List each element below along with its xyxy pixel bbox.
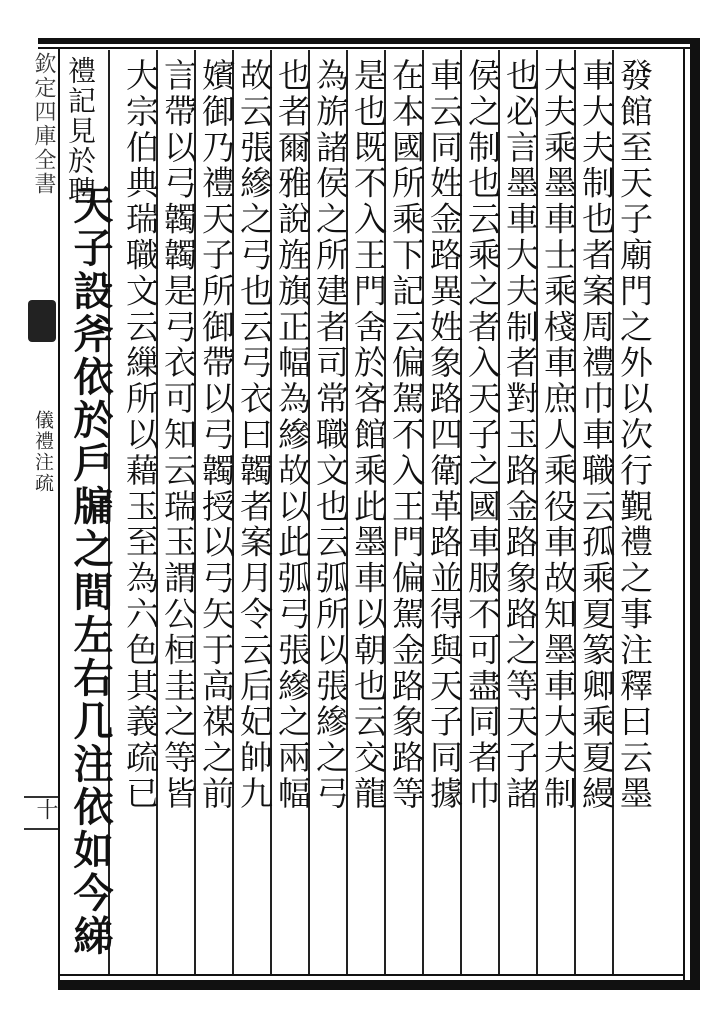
text-column: 是也既不入王門舍於客館乘此墨車以朝也云交龍 [349,58,388,812]
page-marker-line [24,828,58,830]
text-column: 侯之制也云乘之者入天子之國車服不可盡同者巾 [463,58,502,812]
text-column: 也必言墨車大夫制者對玉路金路象路之等天子諸 [501,58,540,812]
frame-right-border [690,40,700,990]
main-text-column: 天子設斧依於戶牖之間左右几注依如今綈 [67,184,114,958]
note-column: 禮記見於聘 [64,56,97,206]
fishtail-mark [28,300,56,342]
text-column: 也者爾雅說旌旗正幅為縿故以此弧弓張縿之兩幅 [273,58,312,812]
text-column: 為旂諸侯之所建者司常職文也云弧所以張縿之弓 [311,58,350,812]
text-column: 大夫乘墨車士乘棧車庶人乘役車故知墨車大夫制 [539,58,578,812]
text-column: 車大夫制也者案周禮巾車職云孤乘夏篆卿乘夏縵 [577,58,616,812]
text-column: 嬪御乃禮天子所御帶以弓韣授以弓矢于高禖之前 [197,58,236,812]
book-title: 儀禮注疏 [32,410,54,494]
text-column: 在本國所乘下記云偏駕不入王門偏駕金路象路等 [387,58,426,812]
frame-top-border [38,38,700,44]
page-number: 十 [33,798,58,820]
frame-right-inner-border [683,48,685,986]
text-column: 故云張縿之弓也云弓衣曰韣者案月令云后妃帥九 [235,58,274,812]
text-column: 發館至天子廟門之外以次行覲禮之事注釋曰云墨 [615,58,654,812]
frame-bottom-inner-border [58,974,685,976]
frame-bottom-border [58,980,698,990]
text-column: 車云同姓金路異姓象路四衛革路並得與天子同據 [425,58,464,812]
frame-top-inner-border [38,47,693,49]
text-column: 言帶以弓韣韣是弓衣可知云瑞玉謂公桓圭之等皆 [159,58,198,812]
collection-title: 欽定四庫全書 [31,52,56,196]
text-column: 大宗伯典瑞職文云繅所以藉玉至為六色其義疏已 [121,58,160,812]
